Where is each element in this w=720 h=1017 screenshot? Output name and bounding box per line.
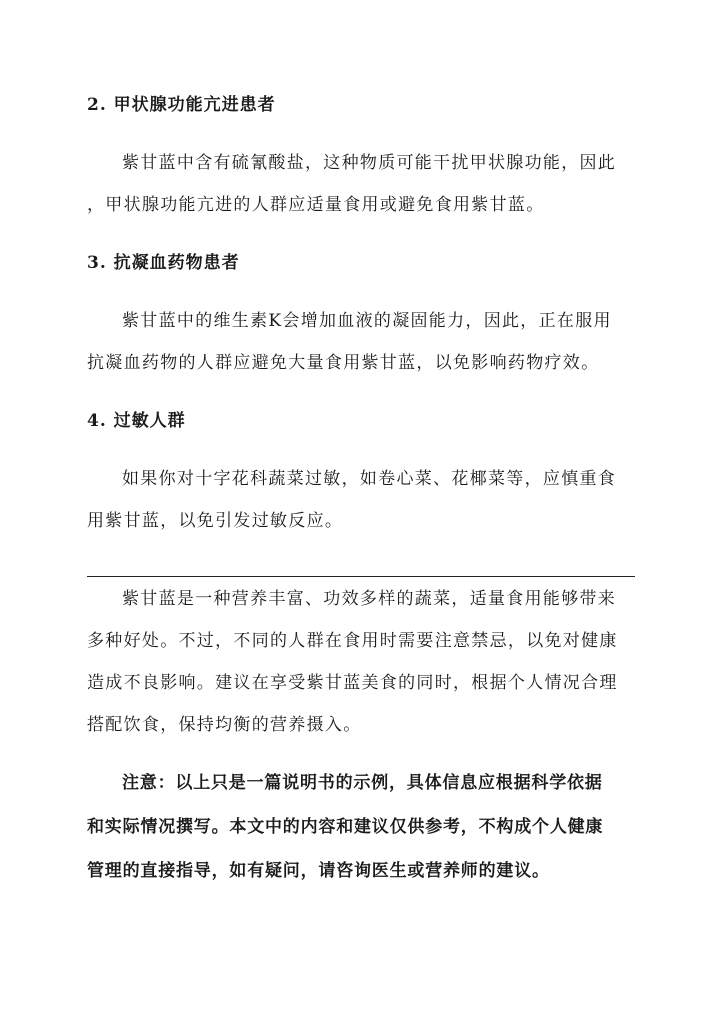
section-heading-4: 4. 过敏人群 bbox=[87, 411, 186, 431]
section-heading-3: 3. 抗凝血药物患者 bbox=[87, 253, 240, 273]
note-line-2: 和实际情况撰写。本文中的内容和建议仅供参考，不构成个人健康 bbox=[87, 817, 604, 837]
conclusion-line-2: 多种好处。不过，不同的人群在食用时需要注意禁忌，以免对健康 bbox=[87, 631, 618, 651]
section-heading-2: 2. 甲状腺功能亢进患者 bbox=[87, 95, 276, 115]
section-2-line-1: 紫甘蓝中含有硫氰酸盐，这种物质可能干扰甲状腺功能，因此 bbox=[122, 153, 617, 173]
section-divider bbox=[87, 576, 635, 577]
section-2-line-2: ，甲状腺功能亢进的人群应适量食用或避免食用紫甘蓝。 bbox=[87, 195, 545, 215]
section-4-line-1: 如果你对十字花科蔬菜过敏，如卷心菜、花椰菜等，应慎重食 bbox=[122, 469, 617, 489]
note-line-1: 注意：以上只是一篇说明书的示例，具体信息应根据科学依据 bbox=[122, 773, 603, 793]
section-3-line-1: 紫甘蓝中的维生素K会增加血液的凝固能力，因此，正在服用 bbox=[122, 311, 612, 331]
conclusion-line-3: 造成不良影响。建议在享受紫甘蓝美食的同时，根据个人情况合理 bbox=[87, 673, 618, 693]
section-3-line-2: 抗凝血药物的人群应避免大量食用紫甘蓝，以免影响药物疗效。 bbox=[87, 353, 600, 373]
note-line-3: 管理的直接指导，如有疑问，请咨询医生或营养师的建议。 bbox=[87, 861, 550, 881]
conclusion-line-4: 搭配饮食，保持均衡的营养摄入。 bbox=[87, 715, 362, 735]
section-4-line-2: 用紫甘蓝，以免引发过敏反应。 bbox=[87, 511, 344, 531]
conclusion-line-1: 紫甘蓝是一种营养丰富、功效多样的蔬菜，适量食用能够带来 bbox=[122, 589, 617, 609]
